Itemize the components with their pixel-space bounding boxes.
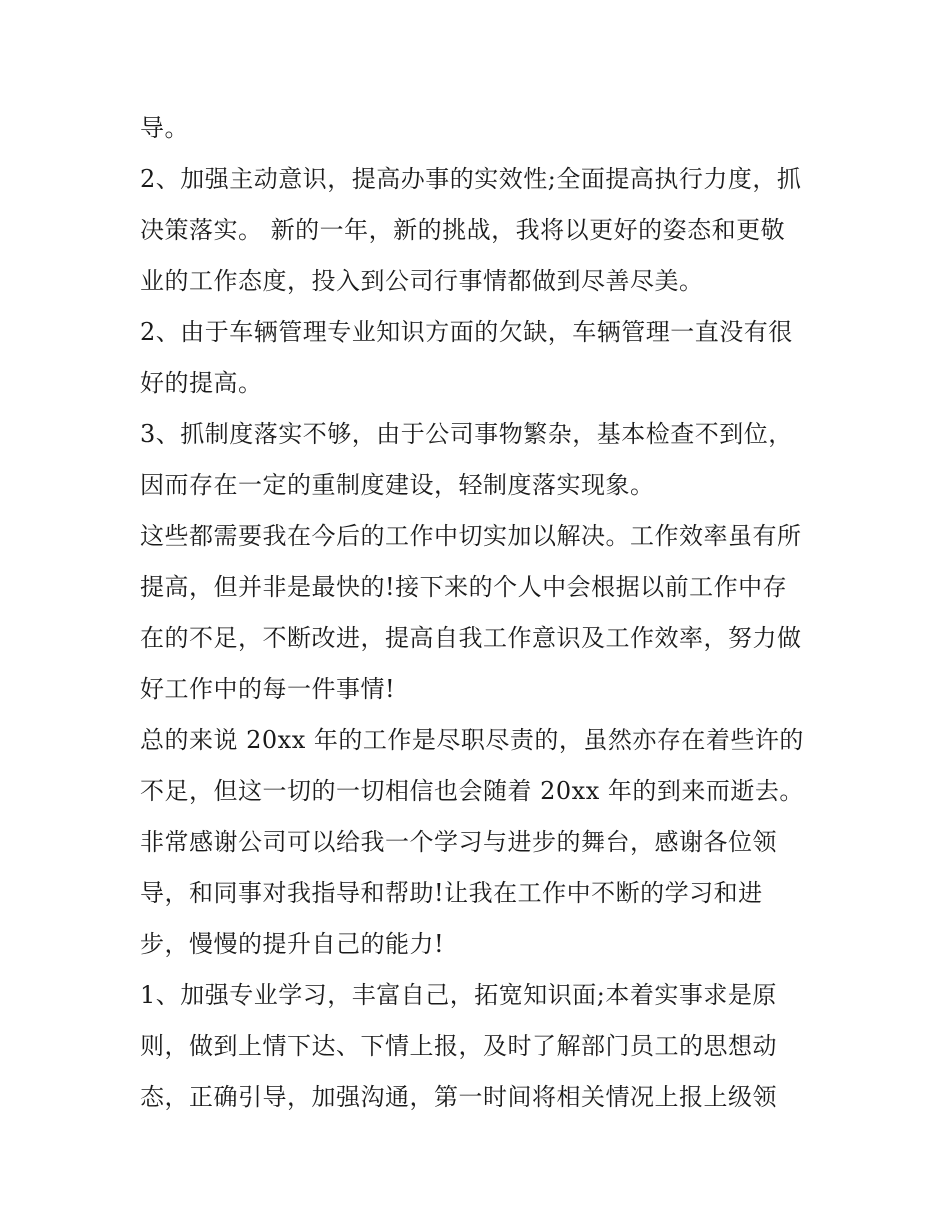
text-line: 态，正确引导，加强沟通，第一时间将相关情况上报上级领 [140, 1083, 777, 1111]
document-body [140, 103, 820, 1123]
text-line: 非常感谢公司可以给我一个学习与进步的舞台，感谢各位领 [140, 828, 777, 856]
text-line: 好的提高。 [140, 369, 263, 397]
text-line: 2、由于车辆管理专业知识方面的欠缺，车辆管理一直没有很 [140, 318, 793, 346]
text-line: 总的来说 20xx 年的工作是尽职尽责的，虽然亦存在着些许的 [140, 726, 804, 754]
text-line: 因而存在一定的重制度建设，轻制度落实现象。 [140, 471, 655, 499]
text-line: 不足，但这一切的一切相信也会随着 20xx 年的到来而逝去。 [140, 777, 804, 805]
text-line: 这些都需要我在今后的工作中切实加以解决。工作效率虽有所 [140, 522, 802, 550]
text-line: 1、加强专业学习，丰富自己，拓宽知识面;本着实事求是原 [140, 981, 777, 1009]
text-line: 步，慢慢的提升自己的能力! [140, 930, 445, 958]
text-line: 3、抓制度落实不够，由于公司事物繁杂，基本检查不到位， [140, 420, 793, 448]
text-line: 业的工作态度，投入到公司行事情都做到尽善尽美。 [140, 267, 704, 295]
text-line: 则，做到上情下达、下情上报，及时了解部门员工的思想动 [140, 1032, 777, 1060]
text-line: 导。 [140, 114, 189, 142]
text-line: 在的不足，不断改进，提高自我工作意识及工作效率，努力做 [140, 624, 802, 652]
text-line: 导，和同事对我指导和帮助!让我在工作中不断的学习和进 [140, 879, 763, 907]
text-line: 提高，但并非是最快的!接下来的个人中会根据以前工作中存 [140, 573, 788, 601]
text-line: 2、加强主动意识，提高办事的实效性;全面提高执行力度，抓 [140, 165, 802, 193]
text-line: 好工作中的每一件事情! [140, 675, 396, 703]
text-line: 决策落实。 新的一年，新的挑战，我将以更好的姿态和更敬 [140, 216, 786, 244]
